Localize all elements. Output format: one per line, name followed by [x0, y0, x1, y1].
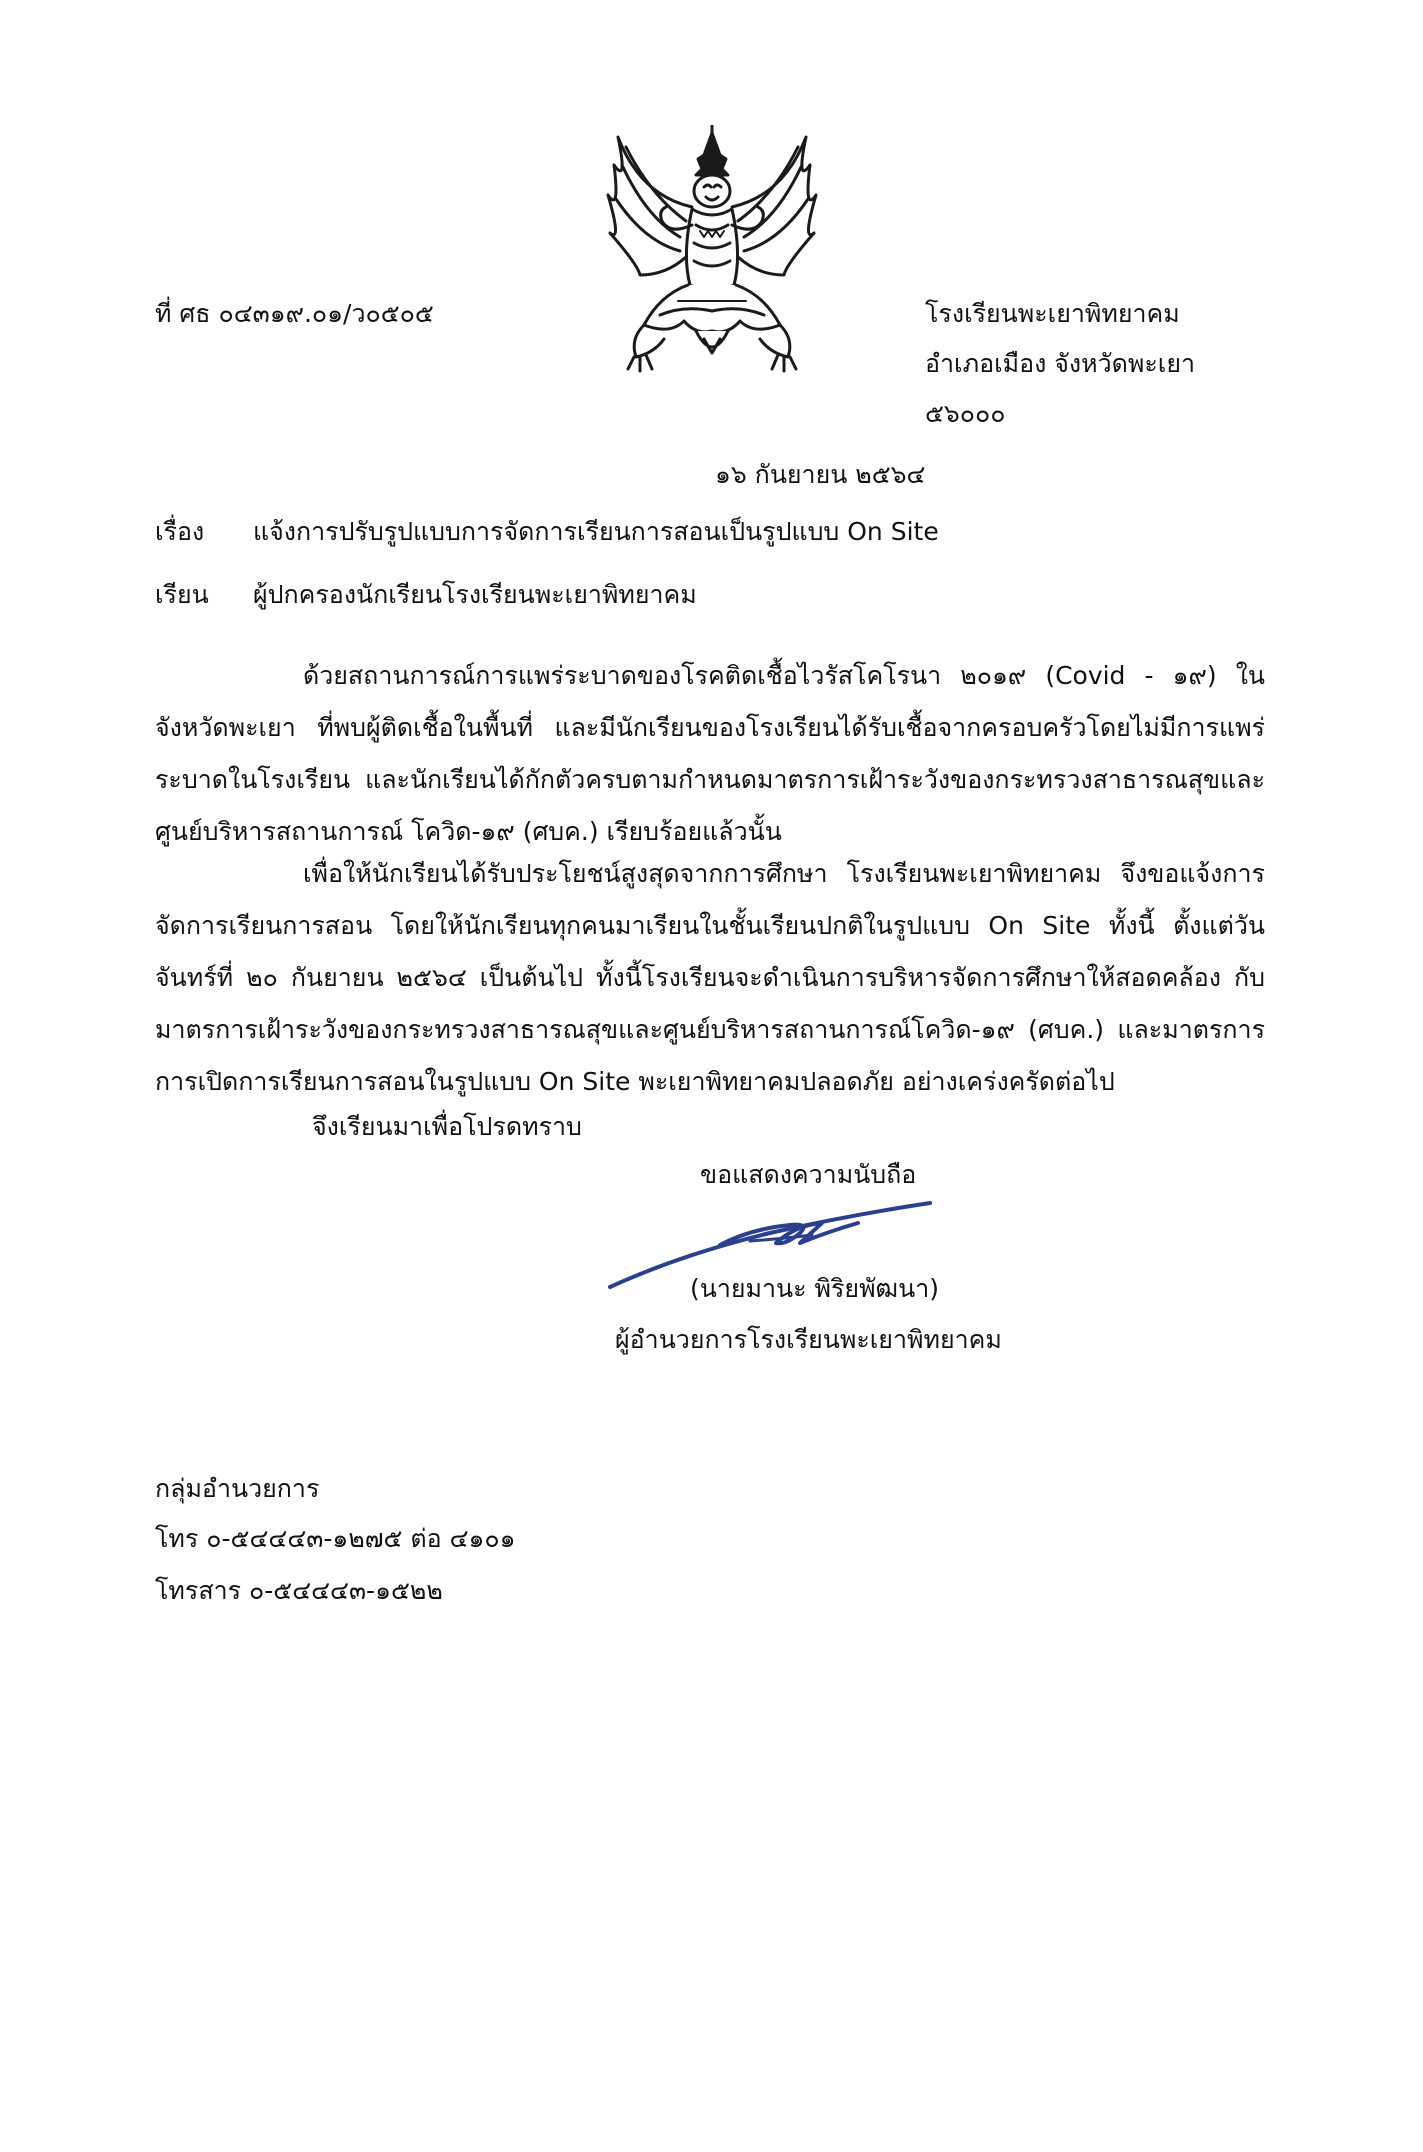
- addressee-label: เรียน: [155, 580, 209, 609]
- footer-department: กลุ่มอำนวยการ: [155, 1474, 320, 1503]
- signer-position: ผู้อำนวยการโรงเรียนพะเยาพิทยาคม: [615, 1325, 1002, 1354]
- addressee-text: ผู้ปกครองนักเรียนโรงเรียนพะเยาพิทยาคม: [253, 580, 697, 609]
- closing-request: จึงเรียนมาเพื่อโปรดทราบ: [312, 1112, 582, 1141]
- signer-name: (นายมานะ พิริยพัฒนา): [690, 1274, 940, 1303]
- document-number: ที่ ศธ ๐๔๓๑๙.๐๑/ว๐๕๐๕: [155, 299, 434, 328]
- sender-line-1: โรงเรียนพะเยาพิทยาคม: [925, 299, 1180, 328]
- sender-line-3: ๕๖๐๐๐: [925, 399, 1006, 428]
- subject-text: แจ้งการปรับรูปแบบการจัดการเรียนการสอนเป็นรูปแบบ On Site: [253, 517, 939, 546]
- footer-fax: โทรสาร ๐-๕๔๔๔๓-๑๕๒๒: [155, 1576, 443, 1605]
- footer-phone: โทร ๐-๕๔๔๔๓-๑๒๗๕ ต่อ ๔๑๐๑: [155, 1524, 516, 1553]
- body-paragraph-1: ด้วยสถานการณ์การแพร่ระบาดของโรคติดเชื้อไวรัสโคโรนา ๒๐๑๙ (Covid - ๑๙) ในจังหวัดพะเยา ที่พบผู้ติดเชื้อในพื้นที่ และมีนักเรียนของโรงเรียนได้รับเชื้อจากครอบครัวโดยไม่มีการแพร่ระบาดในโรงเรียน และนักเรียนได้กักตัวครบตามกำหนดมาตรการเฝ้าระวังของกระทรวงสาธารณสุขและศูนย์บริหารสถานการณ์ โควิด-๑๙ (ศบค.) เรียบร้อยแล้วนั้น: [155, 661, 1265, 846]
- subject-label: เรื่อง: [155, 517, 205, 546]
- sender-line-2: อำเภอเมือง จังหวัดพะเยา: [925, 349, 1196, 378]
- body-paragraph-2: เพื่อให้นักเรียนได้รับประโยชน์สูงสุดจากการศึกษา โรงเรียนพะเยาพิทยาคม จึงขอแจ้งการ จัดการเรียนการสอน โดยให้นักเรียนทุกคนมาเรียนในชั้นเรียนปกติในรูปแบบ On Site ทั้งนี้ ตั้งแต่วันจันทร์ที่ ๒๐ กันยายน ๒๕๖๔ เป็นต้นไป ทั้งนี้โรงเรียนจะดำเนินการบริหารจัดการศึกษาให้สอดคล้อง กับมาตรการเฝ้าระวังของกระทรวงสาธารณสุขและศูนย์บริหารสถานการณ์โควิด-๑๙ (ศบค.) และมาตรการ การเปิดการเรียนการสอนในรูปแบบ On Site พะเยาพิทยาคมปลอดภัย อย่างเคร่งครัดต่อไป: [155, 859, 1265, 1096]
- garuda-emblem-icon: [600, 125, 825, 380]
- document-date: ๑๖ กันยายน ๒๕๖๔: [715, 460, 926, 489]
- closing-salutation: ขอแสดงความนับถือ: [700, 1160, 917, 1189]
